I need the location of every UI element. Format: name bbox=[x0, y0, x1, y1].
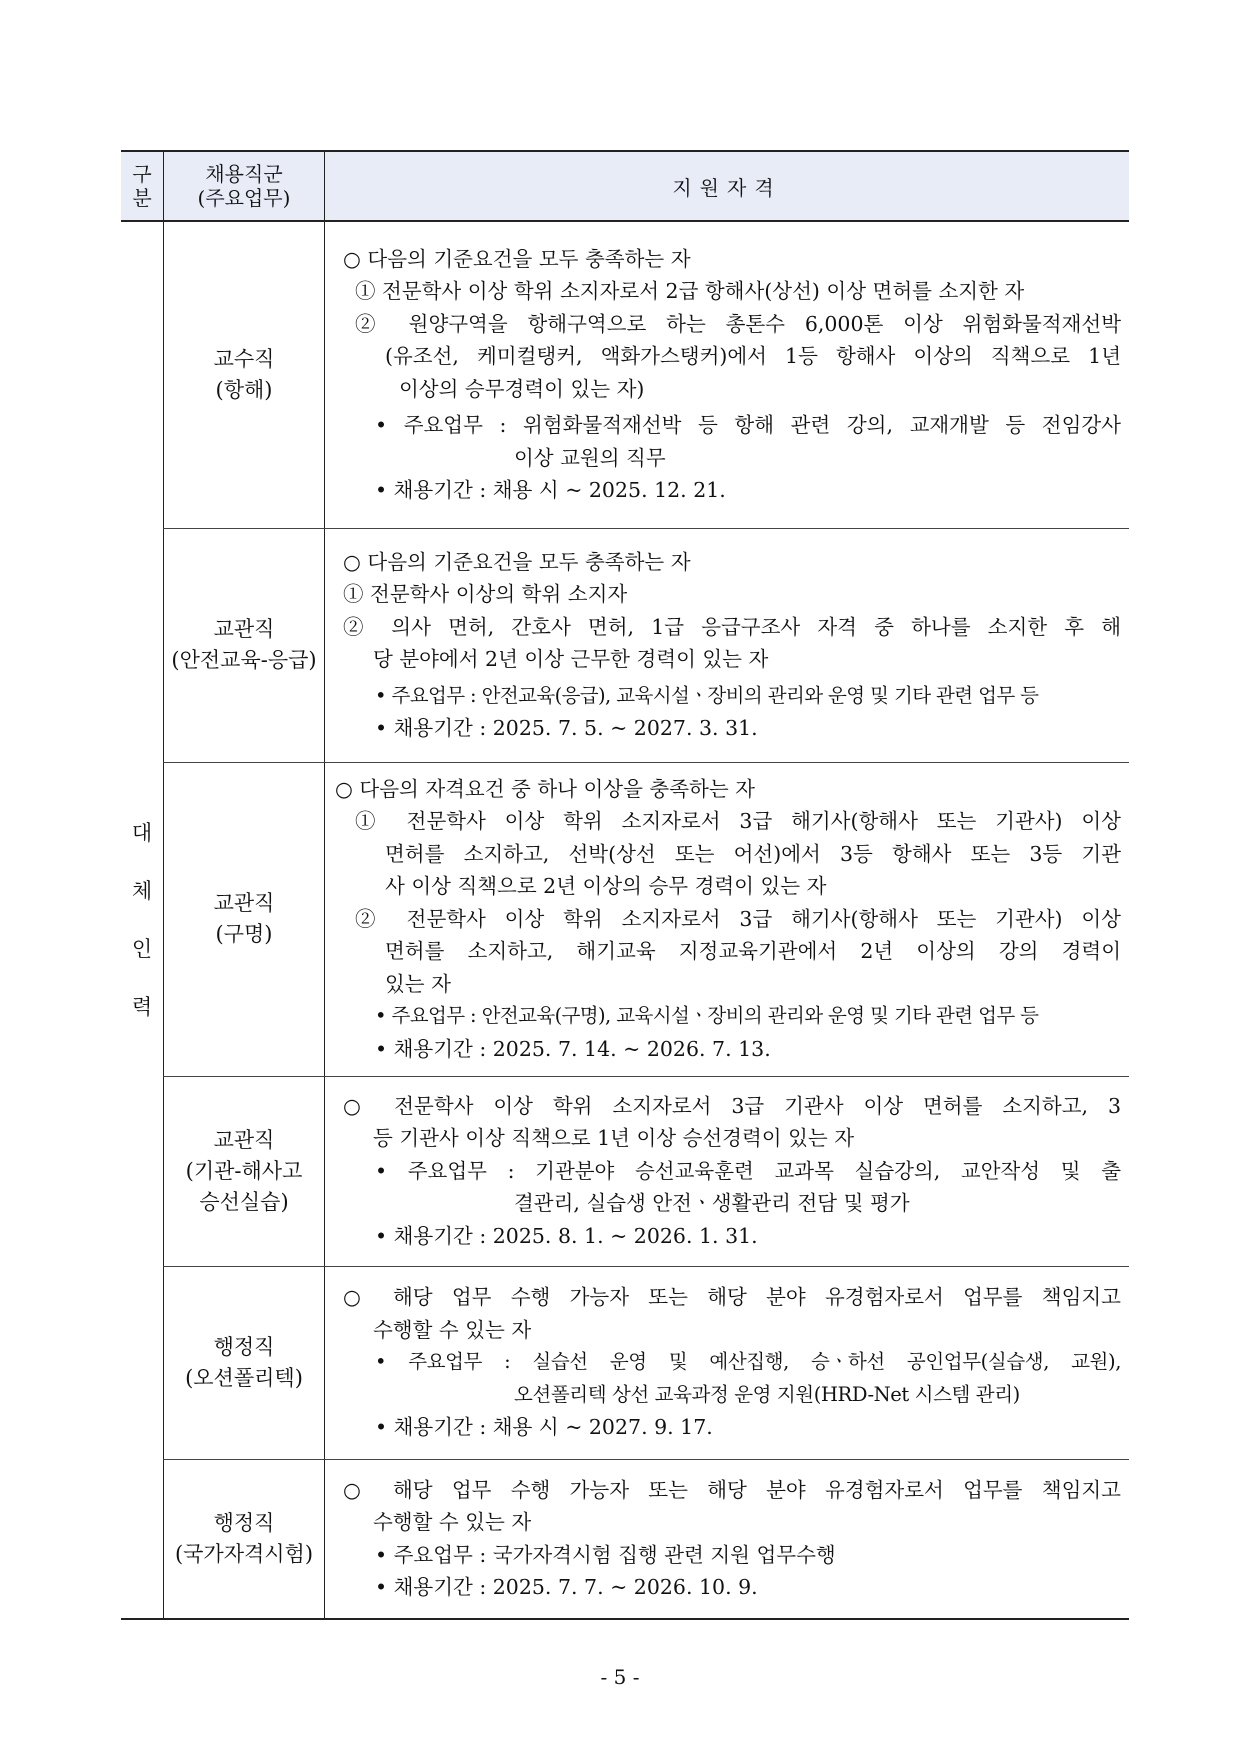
side-char: 체 bbox=[131, 879, 153, 903]
side-char: 인 bbox=[131, 937, 153, 961]
job-subtitle: (구명) bbox=[215, 922, 273, 946]
job-cell bbox=[164, 221, 325, 528]
job-cell bbox=[164, 1266, 325, 1459]
header-category-label: 구분 bbox=[132, 162, 152, 210]
qual-line: 오션폴리텍 상선 교육과정 운영 지원(HRD-Net 시스템 관리) bbox=[514, 1382, 1020, 1406]
qual-bullet: • 채용기간 : 채용 시 ~ 2027. 9. 17. bbox=[375, 1415, 713, 1440]
qual-line: 이상의 승무경력이 있는 자) bbox=[399, 376, 645, 401]
page-number: - 5 - bbox=[600, 1665, 640, 1689]
job-title: 교관직 bbox=[213, 891, 275, 915]
table-row bbox=[121, 1266, 1129, 1459]
qual-line: ○ 해당 업무 수행 가능자 또는 해당 분야 유경험자로서 업무를 책임지고 bbox=[343, 1477, 1121, 1502]
qual-line: 이상 교원의 직무 bbox=[514, 445, 666, 470]
header-job-group-line2: (주요업무) bbox=[197, 186, 291, 210]
qual-line: ① 전문학사 이상 학위 소지자로서 2급 항해사(상선) 이상 면허를 소지한 자 bbox=[355, 279, 1025, 304]
header-category bbox=[121, 151, 164, 221]
qual-line: ② 전문학사 이상 학위 소지자로서 3급 해기사(항해사 또는 기관사) 이상 bbox=[355, 906, 1121, 931]
qualification-cell bbox=[325, 1266, 1130, 1459]
header-job-group bbox=[164, 151, 325, 221]
job-subtitle: (안전교육-응급) bbox=[171, 648, 317, 672]
job-subtitle: (항해) bbox=[215, 377, 273, 402]
qual-line: 등 기관사 이상 직책으로 1년 이상 승선경력이 있는 자 bbox=[373, 1126, 855, 1151]
table-row bbox=[121, 762, 1129, 1076]
recruitment-table bbox=[121, 150, 1129, 1620]
qual-bullet: • 주요업무 : 안전교육(구명), 교육시설ㆍ장비의 관리와 운영 및 기타 관련 업무 등 bbox=[375, 1004, 1039, 1028]
qualification-cell bbox=[325, 1459, 1130, 1619]
job-subtitle: (국가자격시험) bbox=[174, 1541, 314, 1566]
side-char: 대 bbox=[131, 821, 153, 845]
qual-line: ○ 다음의 자격요건 중 하나 이상을 충족하는 자 bbox=[335, 776, 755, 801]
table-header bbox=[121, 151, 1129, 221]
qual-line: ① 전문학사 이상 학위 소지자로서 3급 해기사(항해사 또는 기관사) 이상 bbox=[355, 809, 1121, 834]
job-title: 교관직 bbox=[213, 1127, 275, 1152]
qual-bullet: • 채용기간 : 2025. 7. 5. ~ 2027. 3. 31. bbox=[375, 716, 758, 740]
side-category bbox=[121, 221, 164, 1619]
job-cell bbox=[164, 762, 325, 1076]
qual-line: ○ 해당 업무 수행 가능자 또는 해당 분야 유경험자로서 업무를 책임지고 bbox=[343, 1285, 1121, 1310]
qualification-cell bbox=[325, 1076, 1130, 1266]
qual-bullet: • 주요업무 : 위험화물적재선박 등 항해 관련 강의, 교재개발 등 전임강사 bbox=[375, 413, 1121, 438]
header-qualification: 지원자격 bbox=[325, 151, 1130, 221]
qualification-cell bbox=[325, 528, 1130, 762]
qual-line: 수행할 수 있는 자 bbox=[373, 1317, 532, 1342]
table-row bbox=[121, 1076, 1129, 1266]
qual-bullet: • 채용기간 : 채용 시 ~ 2025. 12. 21. bbox=[375, 478, 726, 503]
job-title: 행정직 bbox=[213, 1510, 275, 1535]
qual-bullet: • 주요업무 : 기관분야 승선교육훈련 교과목 실습강의, 교안작성 및 출 bbox=[375, 1158, 1121, 1183]
qual-line: 있는 자 bbox=[385, 971, 451, 996]
qual-line: ○ 전문학사 이상 학위 소지자로서 3급 기관사 이상 면허를 소지하고, 3 bbox=[343, 1093, 1121, 1118]
header-job-group-line1: 채용직군 bbox=[205, 162, 283, 186]
qual-bullet: • 채용기간 : 2025. 7. 7. ~ 2026. 10. 9. bbox=[375, 1575, 758, 1600]
qual-bullet: • 주요업무 : 국가자격시험 집행 관련 지원 업무수행 bbox=[375, 1542, 836, 1567]
table-row bbox=[121, 1459, 1129, 1619]
qualification-cell bbox=[325, 221, 1130, 528]
qual-line: 당 분야에서 2년 이상 근무한 경력이 있는 자 bbox=[373, 647, 769, 671]
qual-bullet: • 채용기간 : 2025. 7. 14. ~ 2026. 7. 13. bbox=[375, 1036, 771, 1061]
table-row bbox=[121, 528, 1129, 762]
qual-bullet: • 주요업무 : 실습선 운영 및 예산집행, 승ㆍ하선 공인업무(실습생, 교원), bbox=[375, 1350, 1121, 1374]
job-subtitle: (오션폴리텍) bbox=[185, 1365, 303, 1390]
qual-line: ② 원양구역을 항해구역으로 하는 총톤수 6,000톤 이상 위험화물적재선박 bbox=[355, 311, 1121, 336]
qual-line: ○ 다음의 기준요건을 모두 충족하는 자 bbox=[343, 246, 691, 271]
qual-line: (유조선, 케미컬탱커, 액화가스탱커)에서 1등 항해사 이상의 직책으로 1년 bbox=[385, 344, 1121, 369]
qual-line: 수행할 수 있는 자 bbox=[373, 1510, 532, 1535]
job-title: 행정직 bbox=[213, 1334, 275, 1359]
qual-line: 사 이상 직책으로 2년 이상의 승무 경력이 있는 자 bbox=[385, 874, 827, 899]
qual-line: ① 전문학사 이상의 학위 소지자 bbox=[343, 582, 628, 606]
qualification-cell bbox=[325, 762, 1130, 1076]
qual-line: ○ 다음의 기준요건을 모두 충족하는 자 bbox=[343, 549, 691, 574]
job-subtitle: 승선실습) bbox=[199, 1189, 289, 1214]
qual-line: 면허를 소지하고, 선박(상선 또는 어선)에서 3등 항해사 또는 3등 기관 bbox=[385, 841, 1121, 866]
side-char: 력 bbox=[131, 995, 153, 1019]
qual-line: 면허를 소지하고, 해기교육 지정교육기관에서 2년 이상의 강의 경력이 bbox=[385, 939, 1121, 964]
job-cell bbox=[164, 1459, 325, 1619]
job-title: 교관직 bbox=[213, 617, 275, 641]
job-cell bbox=[164, 1076, 325, 1266]
qual-bullet: • 주요업무 : 안전교육(응급), 교육시설ㆍ장비의 관리와 운영 및 기타 관련 업무 등 bbox=[375, 683, 1039, 707]
qual-line: 결관리, 실습생 안전ㆍ생활관리 전담 및 평가 bbox=[514, 1191, 910, 1216]
table-row bbox=[121, 221, 1129, 528]
job-subtitle: (기관-해사고 bbox=[185, 1158, 303, 1183]
job-cell bbox=[164, 528, 325, 762]
qual-line: ② 의사 면허, 간호사 면허, 1급 응급구조사 자격 중 하나를 소지한 후 해 bbox=[343, 614, 1121, 639]
qual-bullet: • 채용기간 : 2025. 8. 1. ~ 2026. 1. 31. bbox=[375, 1223, 758, 1248]
job-title: 교수직 bbox=[213, 346, 275, 371]
